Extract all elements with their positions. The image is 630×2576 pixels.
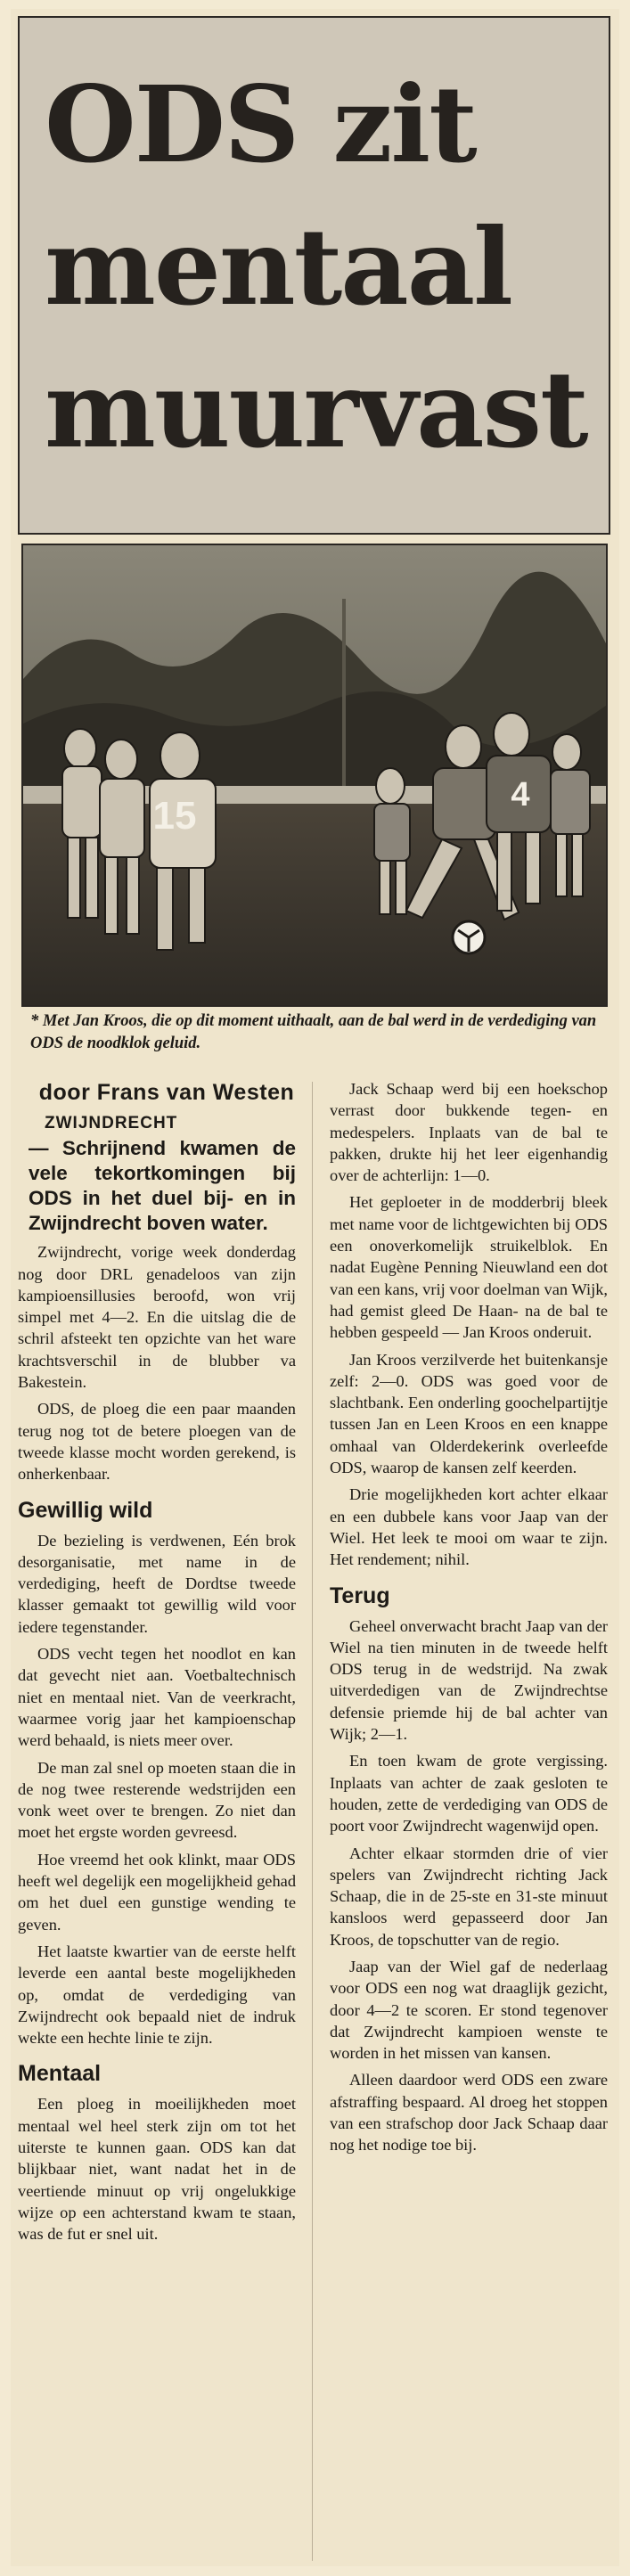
article-column-left: [18, 1078, 296, 2250]
article-column-right: [330, 1078, 608, 2162]
jersey-number-15: 15: [152, 794, 197, 838]
headline: [45, 53, 606, 481]
headline-line-1: ODS zit: [45, 62, 476, 186]
photo-caption: * Met Jan Kroos, die op dit moment uithaalt, aan de bal werd in de verdediging van ODS de noodklok geluid.: [30, 1012, 597, 1052]
subheading-terug: Terug: [330, 1582, 390, 1608]
paragraph: ODS vecht tegen het noodlot en kan dat gevecht niet aan. Voetbaltechnisch niet en mentaal niet. Van de veerkracht, waarmee vorig jaar het kampioenschap werd behaald, is niets meer over.: [18, 1645, 296, 1750]
paragraph: Geheel onverwacht bracht Jaap van der Wiel na tien minuten in de tweede helft ODS terug in de wedstrijd. Na zwak uitverdedigen van de Zwijndrechtse defensie priemde hij de bal achter van Wijk; 2—1.: [330, 1616, 608, 1744]
headline-line-3: muurvast: [45, 348, 587, 471]
paragraph: Jan Kroos verzilverde het buitenkansje zelf: 2—0. ODS was goed voor de slachtbank. Een onderling goochelpartijtje tussen Jan en Leen Kroos en een knappe omhaal van Olderdekerink overleefde ODS, waarop de kansen zelf keerden.: [330, 1350, 608, 1477]
lead-paragraph: — Schrijnend kwamen de vele tekortkomingen bij ODS in het duel bij- en in Zwijndrecht boven water.: [29, 1137, 296, 1235]
paragraph: Alleen daardoor werd ODS een zware afstraffing bespaard. Al droeg het stoppen van een strafschop door Jack Schaap daar nog het nodige toe bij.: [330, 2071, 608, 2155]
paragraph: Jaap van der Wiel gaf de nederlaag voor ODS een nog wat draaglijk gezicht, door 4—2 te scoren. Er stond tegenover dat Zwijndrecht kampioen wenste te worden in het missen van kansen.: [330, 1957, 608, 2063]
paragraph: Hoe vreemd het ook klinkt, maar ODS heeft wel degelijk een mogelijkheid gehad om het duel een gunstige wending te geven.: [18, 1850, 297, 1934]
paragraph: Achter elkaar stormden drie of vier spelers van Zwijndrecht richting Jack Schaap, die in de 25-ste en 31-ste minuut kansloos werd gepasseerd door Jan Kroos, de topschutter van de regio.: [330, 1844, 608, 1949]
headline-line-2: mentaal: [45, 205, 511, 329]
match-photo: [21, 544, 608, 1007]
paragraph: Zwijndrecht, vorige week donderdag nog door DRL genadeloos van zijn kampioensillusies beroofd, won vrij simpel met 4—2. En die uitslag die de schril afsteekt ten opzichte van het ware krachtsverschil in de blubber va Bakestein.: [18, 1243, 296, 1392]
paragraph: ODS, de ploeg die een paar maanden terug nog tot de betere ploegen van de tweede klasse mocht worden gerekend, is onherkenbaar.: [18, 1400, 296, 1484]
byline: door Frans van Westen: [38, 1080, 295, 1105]
paragraph: Het laatste kwartier van de eerste helft leverde een aantal beste mogelijkheden op, omdat de verdediging van Zwijndrecht ook bepaald niet de indruk wekte een hechte linie te zijn.: [18, 1942, 296, 2048]
column-divider: [312, 1082, 313, 2561]
dateline: ZWIJNDRECHT: [45, 1114, 178, 1133]
paragraph: Drie mogelijkheden kort achter elkaar en een dubbele kans voor Jaap van der Wiel. Het leek te mooi om waar te zijn. Het rendement; nihil.: [330, 1485, 608, 1569]
football-scene-illustration: [23, 545, 606, 1005]
paragraph: En toen kwam de grote vergissing. Inplaats van achter de zaak gesloten te houden, zette de verdediging van ODS de poort voor Zwijndrecht wagenwijd open.: [330, 1752, 608, 1836]
subheading-gewillig-wild: Gewillig wild: [18, 1497, 153, 1523]
paragraph: Het geploeter in de modderbrij bleek met name voor de lichtgewichten bij ODS een onoverkomelijk struikelblok. En nadat Eugène Penning Nieuwland een dot van een kans, vrij voor doelman van Wijk, had gemist gleed De Haan- na de bal te hebben gespeeld — Jan Kroos onderuit.: [330, 1193, 608, 1342]
paragraph: Jack Schaap werd bij een hoekschop verrast door bukkende tegen- en medespelers. Inplaats van de bal te pakken, drukte hij het leer eigenhandig over de achterlijn: 1—0.: [330, 1080, 608, 1185]
paragraph: De man zal snel op moeten staan die in de nog twee resterende wedstrijden een vonk weet over te brengen. Zo niet dan moet het ergste worden gevreesd.: [18, 1758, 296, 1842]
paragraph: De bezieling is verdwenen, Eén brok desorganisatie, met name in de verdediging, heeft de Dordtse tweede klasser gemaakt tot gewillig wild voor iedere tegenstander.: [18, 1531, 296, 1636]
jersey-number-4: 4: [511, 776, 530, 814]
headline-box: [18, 16, 610, 535]
subheading-mentaal: Mentaal: [18, 2061, 102, 2087]
paragraph: Een ploeg in moeilijkheden moet mentaal wel heel sterk zijn om tot het uiterste te kunnen gaan. ODS kan dat blijkbaar niet, want nadat het in de veertiende minuut op vrij ongelukkige wijze op een achterstand kwam te staan, was de fut er snel uit.: [18, 2095, 296, 2244]
